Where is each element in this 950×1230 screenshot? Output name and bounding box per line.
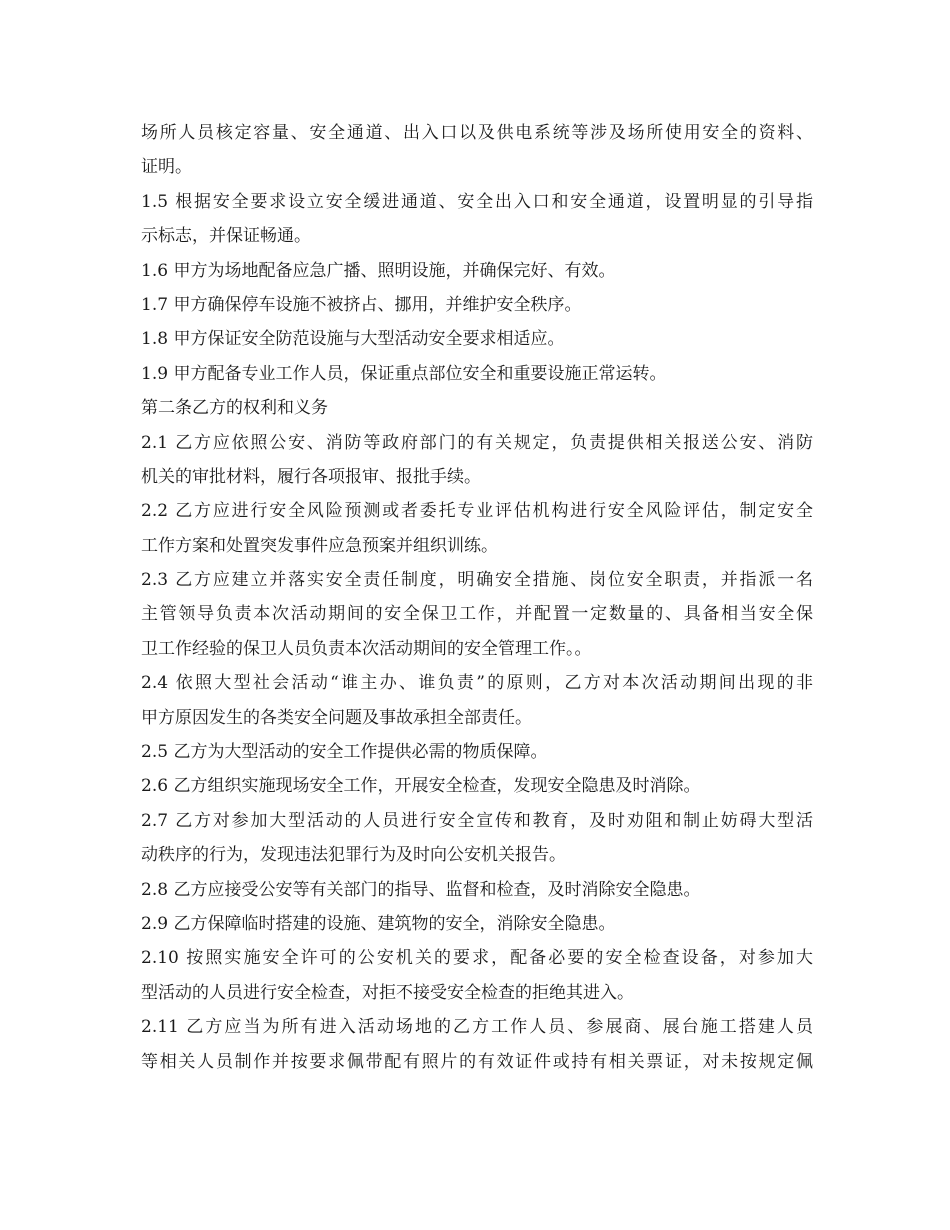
text-line: 机关的审批材料，履行各项报审、报批手续。	[141, 466, 481, 487]
text-line: 第二条乙方的权利和义务	[141, 398, 328, 419]
text-line: 场所人员核定容量、安全通道、出入口以及供电系统等涉及场所使用安全的资料、	[141, 123, 813, 143]
text-line: 2.7 乙方对参加大型活动的人员进行安全宣传和教育，及时劝阻和制止妨碍大型活	[141, 810, 813, 831]
text-line: 2.10 按照实施安全许可的公安机关的要求，配备必要的安全检查设备，对参加大	[141, 948, 813, 969]
text-line: 1.7 甲方确保停车设施不被挤占、挪用，并维护安全秩序。	[141, 294, 582, 315]
text-line: 甲方原因发生的各类安全问题及事故承担全部责任。	[141, 707, 532, 728]
text-line: 主管领导负责本次活动期间的安全保卫工作，并配置一定数量的、具备相当安全保	[141, 604, 813, 625]
text-line: 等相关人员制作并按要求佩带配有照片的有效证件或持有相关票证，对未按规定佩	[141, 1051, 813, 1072]
text-line: 2.1 乙方应依照公安、消防等政府部门的有关规定，负责提供相关报送公安、消防	[141, 432, 813, 453]
text-line: 证明。	[141, 157, 192, 178]
text-line: 动秩序的行为，发现违法犯罪行为及时向公安机关报告。	[141, 845, 566, 866]
text-line: 2.5 乙方为大型活动的安全工作提供必需的物质保障。	[141, 742, 548, 763]
text-line: 2.4 依照大型社会活动“谁主办、谁负责”的原则，乙方对本次活动期间出现的非	[141, 673, 813, 694]
text-line: 1.5 根据安全要求设立安全缓进通道、安全出入口和安全通道，设置明显的引导指	[141, 191, 813, 212]
document-body	[141, 116, 813, 1079]
text-line: 2.11 乙方应当为所有进入活动场地的乙方工作人员、参展商、展台施工搭建人员	[141, 1017, 813, 1038]
text-line: 型活动的人员进行安全检查，对拒不接受安全检查的拒绝其进入。	[141, 982, 634, 1003]
text-line: 1.9 甲方配备专业工作人员，保证重点部位安全和重要设施正常运转。	[141, 363, 667, 384]
text-line: 1.6 甲方为场地配备应急广播、照明设施，并确保完好、有效。	[141, 260, 616, 281]
text-line: 1.8 甲方保证安全防范设施与大型活动安全要求相适应。	[141, 329, 565, 350]
text-line: 工作方案和处置突发事件应急预案并组织训练。	[141, 535, 498, 556]
text-line: 2.6 乙方组织实施现场安全工作，开展安全检查，发现安全隐患及时消除。	[141, 776, 701, 797]
text-line: 2.9 乙方保障临时搭建的设施、建筑物的安全，消除安全隐患。	[141, 913, 616, 934]
text-line: 卫工作经验的保卫人员负责本次活动期间的安全管理工作。。	[141, 638, 592, 659]
text-line: 2.3 乙方应建立并落实安全责任制度，明确安全措施、岗位安全职责，并指派一名	[141, 570, 813, 591]
text-line: 示标志，并保证畅通。	[141, 226, 311, 247]
text-line: 2.2 乙方应进行安全风险预测或者委托专业评估机构进行安全风险评估，制定安全	[141, 501, 813, 522]
text-line: 2.8 乙方应接受公安等有关部门的指导、监督和检查，及时消除安全隐患。	[141, 879, 701, 900]
